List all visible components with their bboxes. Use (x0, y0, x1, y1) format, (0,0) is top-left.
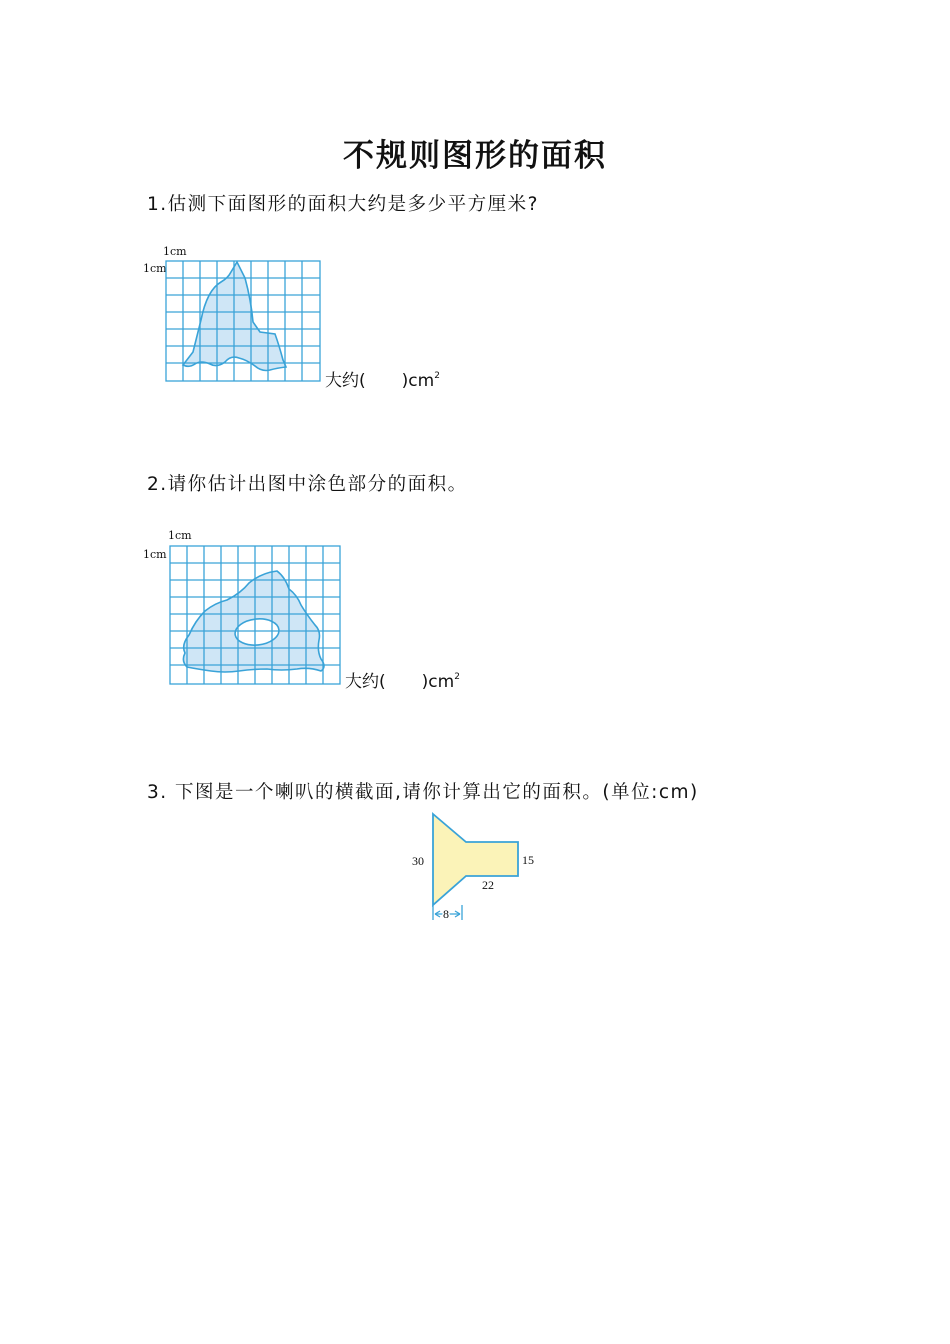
q3-trumpet-shape (433, 814, 518, 905)
q3-dim-height-label: 30 (412, 854, 424, 868)
q2-answer-exponent: 2 (454, 672, 460, 682)
q2-unit-left-label: 1cm (143, 548, 167, 561)
q3-dim-base-label: 8 (443, 907, 449, 921)
q1-unit-left-label: 1cm (143, 262, 167, 275)
q1-answer-line (325, 366, 440, 391)
q1-answer-exponent: 2 (434, 371, 440, 381)
q1-unit-top-label: 1cm (163, 245, 187, 258)
q2-answer-suffix: )cm (421, 672, 455, 692)
q1-answer-suffix: )cm (401, 371, 435, 391)
page-title: 不规则图形的面积 (343, 138, 607, 174)
q2-unit-top-label: 1cm (168, 529, 192, 542)
q1-grid-figure (165, 260, 325, 385)
question-1-text: 1.估测下面图形的面积大约是多少平方厘米? (147, 194, 539, 215)
q2-answer-line (345, 667, 460, 692)
q3-trumpet-figure (400, 808, 560, 928)
q3-dim-length-label: 22 (482, 878, 494, 892)
q2-grid-figure (169, 545, 345, 688)
q2-answer-prefix: 大约( (345, 672, 386, 692)
question-2-text: 2.请你估计出图中涂色部分的面积。 (147, 474, 468, 495)
q3-dim-right-label: 15 (522, 853, 534, 867)
q1-answer-prefix: 大约( (325, 371, 366, 391)
question-3-text: 3. 下图是一个喇叭的横截面,请你计算出它的面积。(单位:cm) (147, 782, 699, 803)
